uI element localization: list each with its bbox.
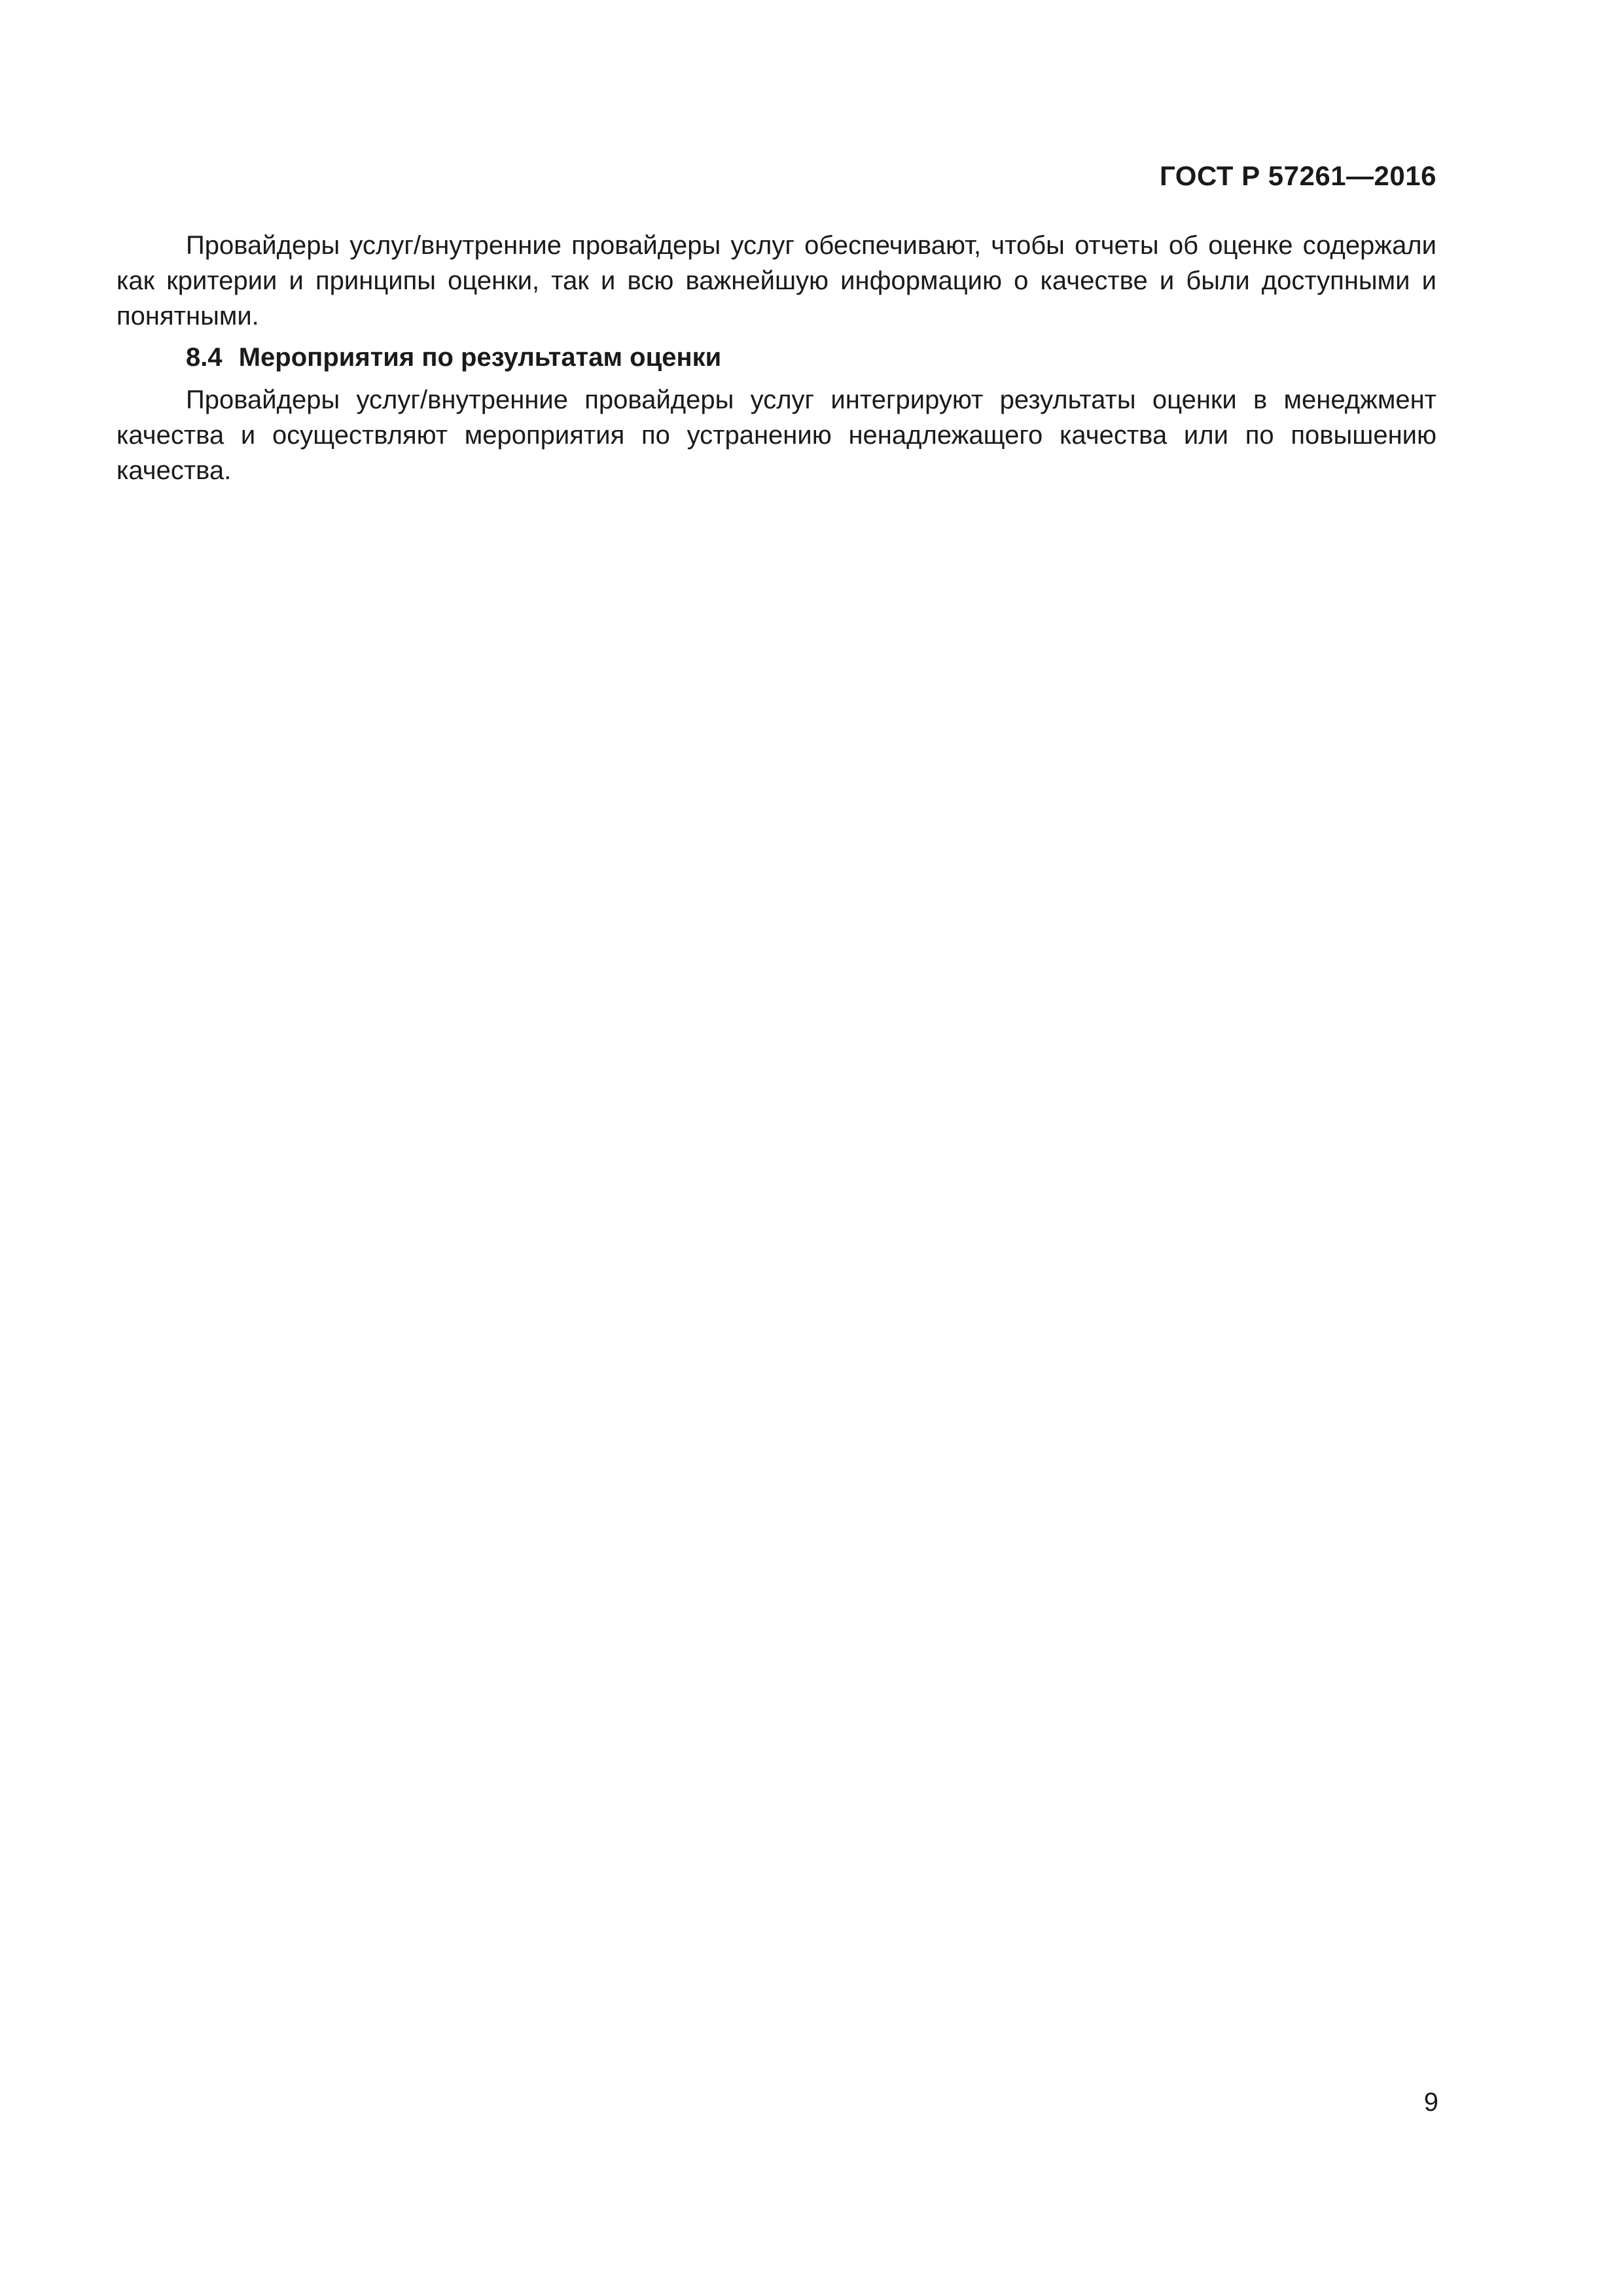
document-header: ГОСТ Р 57261—2016: [1160, 160, 1436, 191]
paragraph-reports-availability: Провайдеры услуг/внутренние провайдеры услуг обеспечивают, чтобы отчеты об оценке содержали как критерии и принципы оценки, так и всю важнейшую информацию о качестве и были доступными и понятными.: [116, 231, 1436, 331]
paragraph-evaluation-integration: Провайдеры услуг/внутренние провайдеры услуг интегрируют результаты оценки в менеджмент качества и осуществляют мероприятия по устранению ненадлежащего качества или по повышению качества.: [116, 386, 1436, 485]
section-number: 8.4: [186, 343, 223, 372]
page-number: 9: [1423, 2088, 1438, 2117]
section-title: Мероприятия по результатам оценки: [238, 343, 722, 372]
section-heading: [186, 343, 721, 372]
